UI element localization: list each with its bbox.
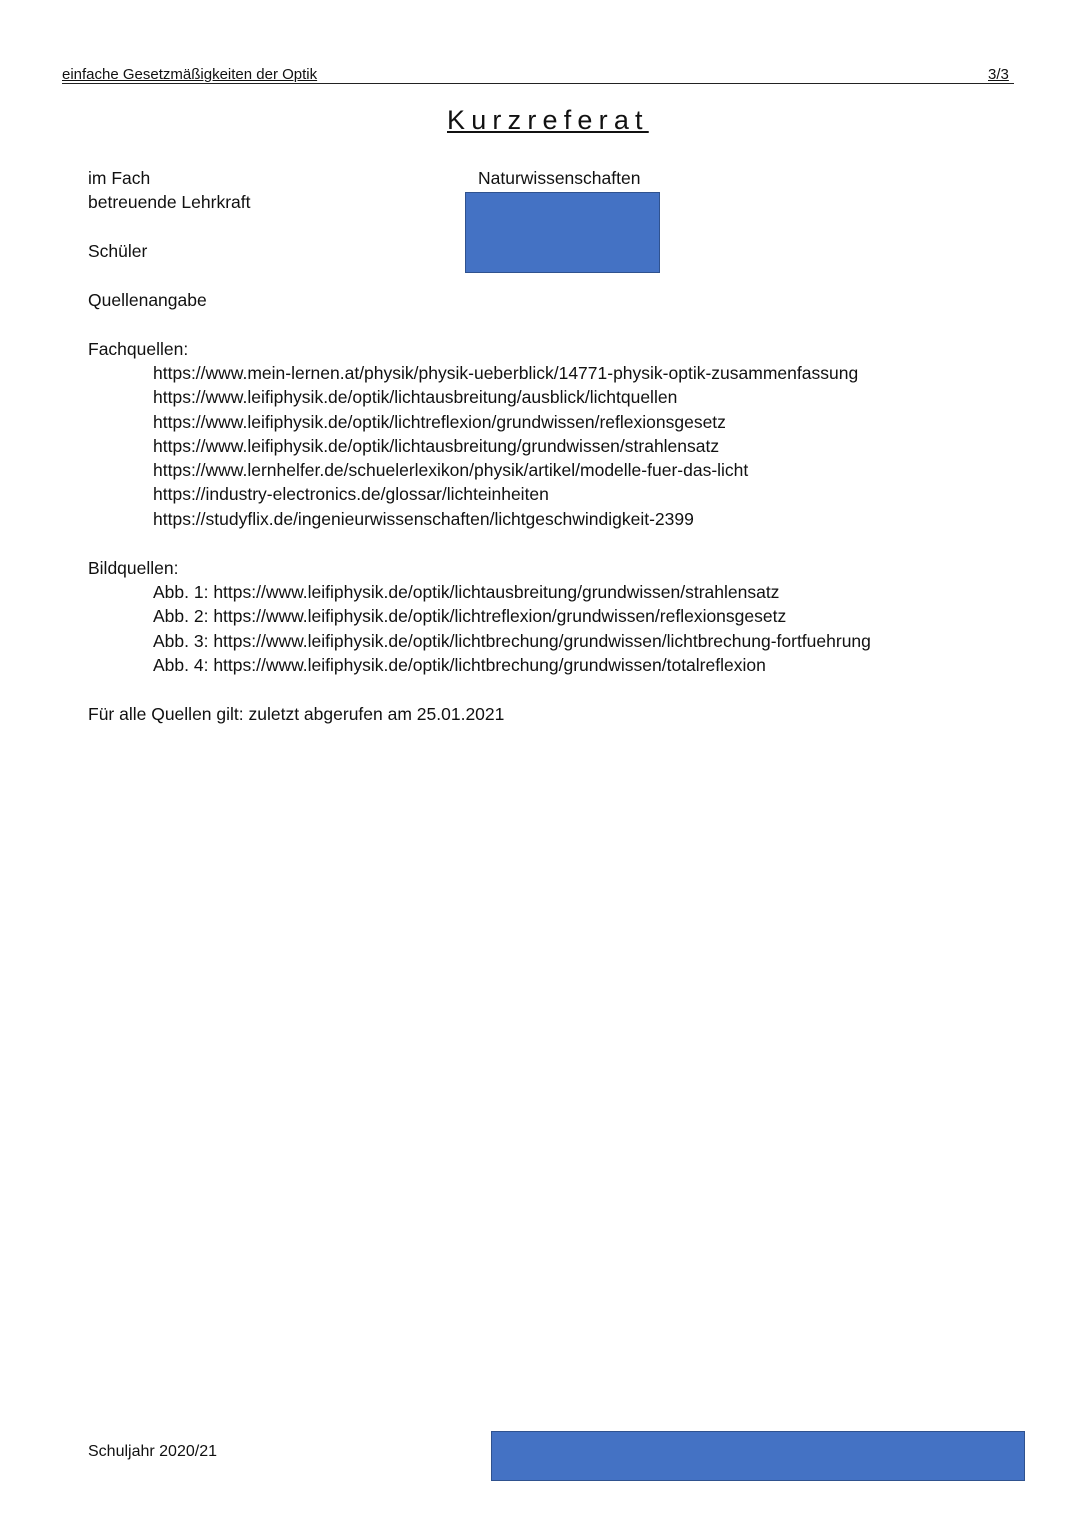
fachquelle-link: https://www.leifiphysik.de/optik/lichtausbreitung/ausblick/lichtquellen (153, 387, 678, 407)
fachquelle-link: https://www.leifiphysik.de/optik/lichtreflexion/grundwissen/reflexionsgesetz (153, 412, 726, 432)
footer-school-year: Schuljahr 2020/21 (88, 1443, 217, 1460)
bildquelle-item: Abb. 4: https://www.leifiphysik.de/optik/lichtbrechung/grundwissen/totalreflexion (153, 655, 766, 675)
bildquelle-item: Abb. 2: https://www.leifiphysik.de/optik/lichtreflexion/grundwissen/reflexionsgesetz (153, 606, 787, 626)
retrieval-note: Für alle Quellen gilt: zuletzt abgerufen am 25.01.2021 (88, 704, 505, 724)
fachquelle-link: https://www.leifiphysik.de/optik/lichtausbreitung/grundwissen/strahlensatz (153, 436, 720, 456)
lehrkraft-label: betreuende Lehrkraft (88, 192, 251, 212)
fachquelle-link: https://www.mein-lernen.at/physik/physik-ueberblick/14771-physik-optik-zusammenfassung (153, 363, 859, 383)
header-document-title: einfache Gesetzmäßigkeiten der Optik (62, 66, 318, 83)
redaction-box (465, 192, 660, 273)
fachquelle-link: https://industry-electronics.de/glossar/lichteinheiten (153, 484, 549, 504)
bildquelle-item: Abb. 1: https://www.leifiphysik.de/optik/lichtausbreitung/grundwissen/strahlensatz (153, 582, 780, 602)
header-page-number: 3/3 (988, 66, 1009, 83)
quellenangabe-label: Quellenangabe (88, 290, 207, 310)
fachquelle-link: https://www.lernhelfer.de/schuelerlexikon/physik/artikel/modelle-fuer-das-licht (153, 460, 749, 480)
fachquellen-heading: Fachquellen: (88, 339, 189, 359)
bildquelle-item: Abb. 3: https://www.leifiphysik.de/optik/lichtbrechung/grundwissen/lichtbrechung-fortfuehrung (153, 631, 871, 651)
bildquellen-heading: Bildquellen: (88, 558, 179, 578)
schueler-label: Schüler (88, 241, 148, 261)
redaction-box (491, 1431, 1025, 1481)
fach-value: Naturwissenschaften (478, 168, 641, 188)
header-divider (62, 83, 1014, 84)
fach-label: im Fach (88, 168, 151, 188)
fachquelle-link: https://studyflix.de/ingenieurwissenschaften/lichtgeschwindigkeit-2399 (153, 509, 694, 529)
page-title: Kurzreferat (447, 105, 649, 135)
